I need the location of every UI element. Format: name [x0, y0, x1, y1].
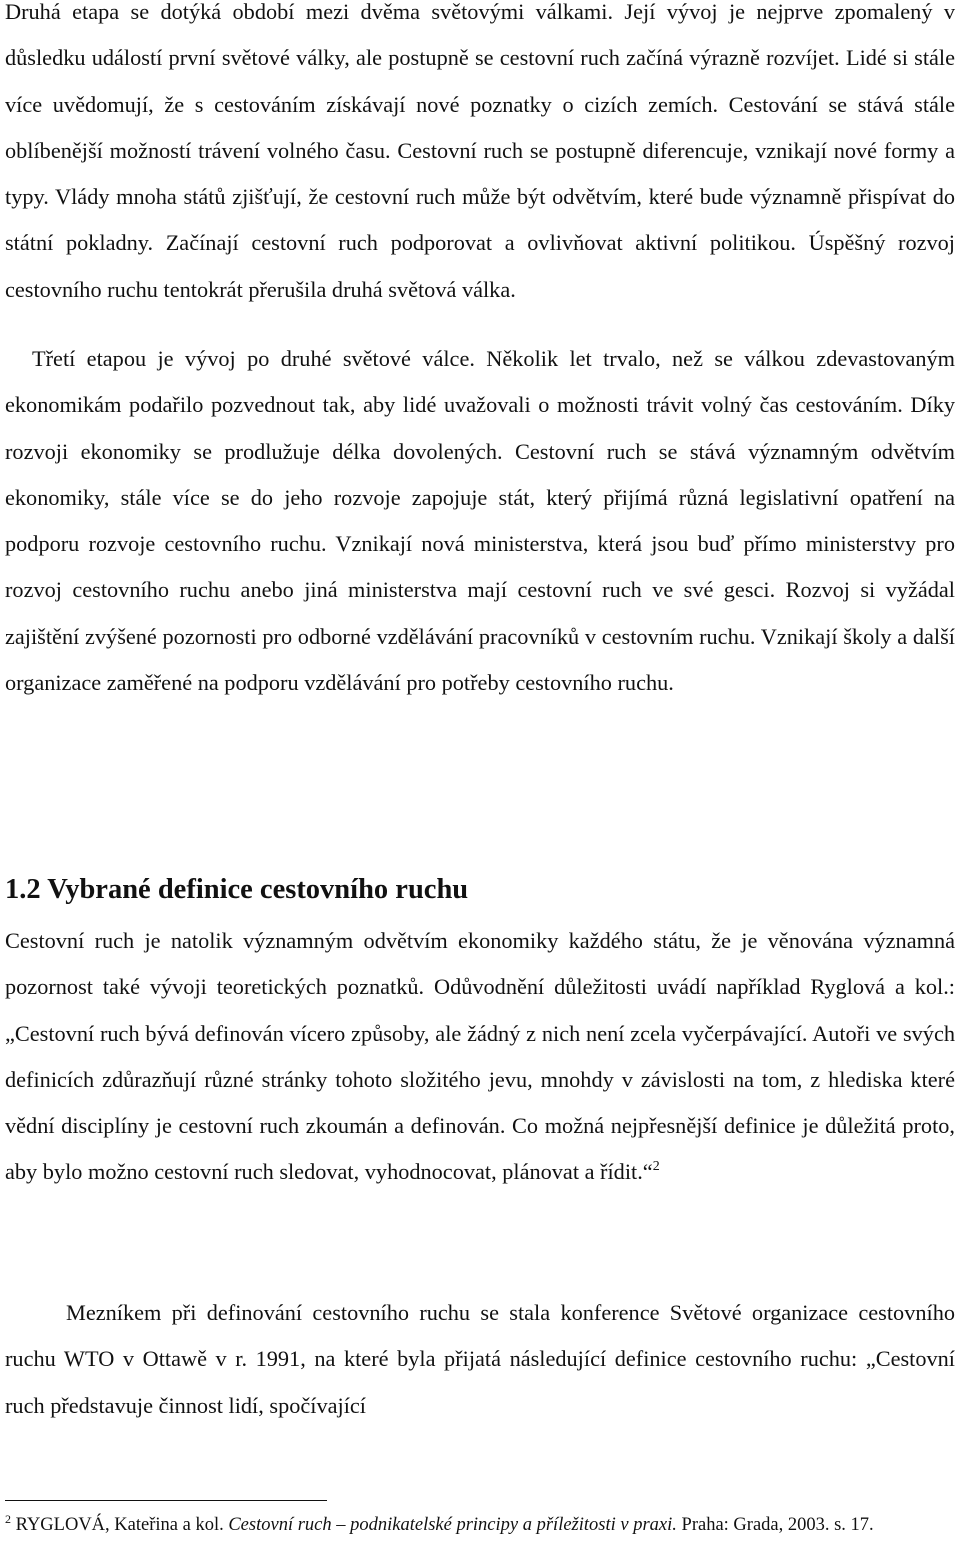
- footnote-publisher: Praha: Grada, 2003. s. 17.: [676, 1515, 874, 1535]
- paragraph-definitions-text: Cestovní ruch je natolik významným odvětvím ekonomiky každého státu, že je věnována významná pozornost také vývoji teoretických poznatků. Odůvodnění důležitosti uvádí například Ryglová a kol.: „Cestovní ruch bývá definován vícero způsoby, ale žádný z nich není zcela vyčerpávající. Autoři ve svých definicích zdůrazňují různé stránky tohoto složitého jevu, mnohdy v závislosti na tom, z hlediska které vědní disciplíny je cestovní ruch zkoumán a definován. Co možná nejpřesnější definice je důležitá proto, aby bylo možno cestovní ruch sledovat, vyhodnocovat, plánovat a řídit.“: [5, 928, 955, 1185]
- footnote-author: RYGLOVÁ, Kateřina a kol.: [15, 1515, 229, 1535]
- paragraph-definitions-intro: [5, 918, 955, 1196]
- paragraph-third-stage: Třetí etapou je vývoj po druhé světové válce. Několik let trvalo, než se válkou zdevastovaným ekonomikám podařilo pozvednout tak, aby lidé uvažovali o možnosti trávit volný čas cestováním. Díky rozvoji ekonomiky se prodlužuje délka dovolených. Cestovní ruch se stává významným odvětvím ekonomiky, stále více se do jeho rozvoje zapojuje stát, který přijímá různá legislativní opatření na podporu rozvoje cestovního ruchu. Vznikají nová ministerstva, která jsou buď přímo ministerstvy pro rozvoj cestovního ruchu anebo jiná ministerstva mají cestovní ruch ve své gesci. Rozvoj si vyžádal zajištění zvýšené pozornosti pro odborné vzdělávání pracovníků v cestovním ruchu. Vznikají školy a další organizace zaměřené na podporu vzdělávání pro potřeby cestovního ruchu.: [5, 346, 955, 696]
- footnote-reference[interactable]: 2: [652, 1159, 660, 1175]
- footnote-title: Cestovní ruch – podnikatelské principy a příležitosti v praxi.: [228, 1515, 677, 1535]
- footnote-divider: [5, 1500, 327, 1501]
- paragraph-second-stage: Druhá etapa se dotýká období mezi dvěma světovými válkami. Její vývoj je nejprve zpomalený v důsledku událostí první světové války, ale postupně se cestovní ruch začíná výrazně rozvíjet. Lidé si stále více uvědomují, že s cestováním získávají nové poznatky o cizích zemích. Cestování se stává stále oblíbenější možností trávení volného času. Cestovní ruch se postupně diferencuje, vznikají nové formy a typy. Vlády mnoha států zjišťují, že cestovní ruch může být odvětvím, které bude významně přispívat do státní pokladny. Začínají cestovní ruch podporovat a ovlivňovat aktivní politikou. Úspěšný rozvoj cestovního ruchu tentokrát přerušila druhá světová válka.: [5, 0, 955, 302]
- section-heading: 1.2 Vybrané definice cestovního ruchu: [5, 874, 469, 905]
- paragraph-wto-conference: Mezníkem při definování cestovního ruchu se stala konference Světové organizace cestovního ruchu WTO v Ottawě v r. 1991, na které byla přijatá následující definice cestovního ruchu: „Cestovní ruch představuje činnost lidí, spočívající: [5, 1300, 955, 1418]
- footnote: [5, 1512, 955, 1539]
- footnote-number: 2: [5, 1512, 11, 1526]
